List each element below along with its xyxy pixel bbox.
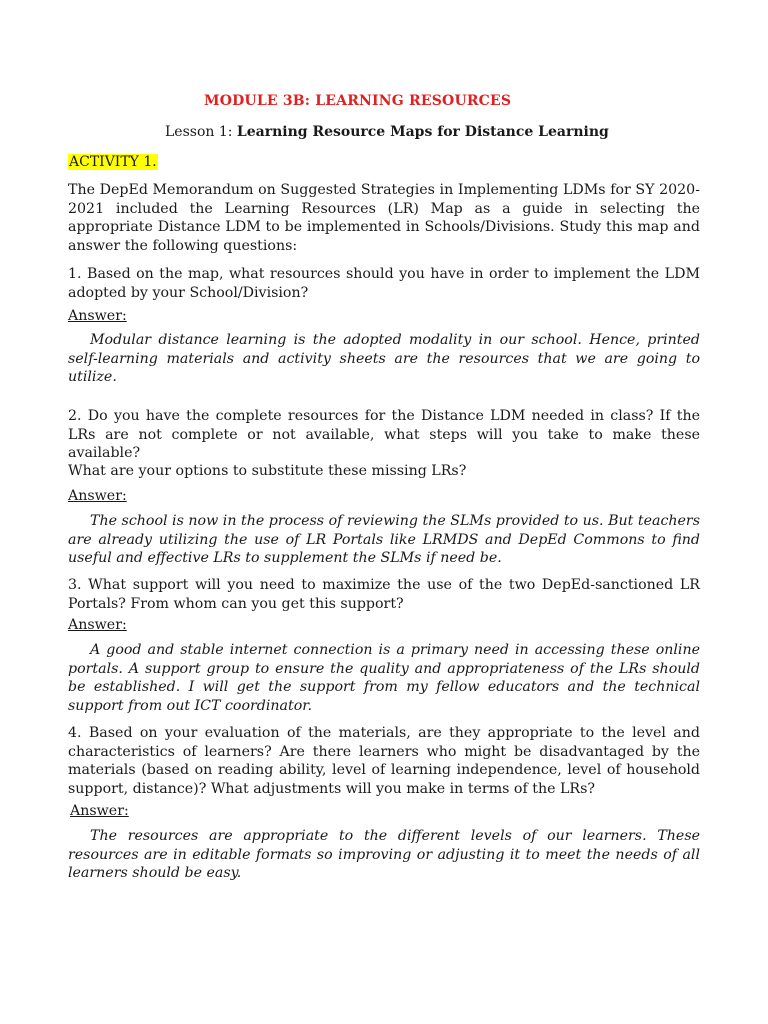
- intro-paragraph: The DepEd Memorandum on Suggested Strategies in Implementing LDMs for SY 2020-2021 included the Learning Resources (LR) Map as a guide in selecting the appropriate Distance LDM to be implemented in Schools/Divisions. Study this map and answer the following questions:: [68, 182, 700, 254]
- answer-label-4: Answer:: [70, 803, 129, 819]
- answer-3: A good and stable internet connection is a primary need in accessing these online portals. A support group to ensure the quality and appropriateness of the LRs should be established. I will get the support from my fellow educators and the technical support from out ICT coordinator.: [68, 642, 700, 714]
- answer-label-3: Answer:: [68, 617, 127, 633]
- question-4: 4. Based on your evaluation of the materials, are they appropriate to the level and characteristics of learners? Are there learners who might be disadvantaged by the materials (based on reading ability, level of learning independence, level of household support, distance)? What adjustments will you make in terms of the LRs?: [68, 725, 700, 797]
- answer-label-1: Answer:: [68, 308, 127, 324]
- answer-2: The school is now in the process of reviewing the SLMs provided to us. But teachers are already utilizing the use of LR Portals like LRMDS and DepEd Commons to find useful and effective LRs to supplement the SLMs if need be.: [68, 513, 700, 566]
- module-title: MODULE 3B: LEARNING RESOURCES: [204, 93, 512, 109]
- lesson-title: Learning Resource Maps for Distance Learning: [236, 124, 609, 140]
- question-3: 3. What support will you need to maximize the use of the two DepEd-sanctioned LR Portals? From whom can you get this support?: [68, 577, 700, 612]
- question-1: 1. Based on the map, what resources should you have in order to implement the LDM adopted by your School/Division?: [68, 266, 700, 301]
- lesson-heading: [165, 124, 609, 140]
- question-2: 2. Do you have the complete resources for the Distance LDM needed in class? If the LRs are not complete or not available, what steps will you take to make these available?: [68, 408, 700, 461]
- activity-label: ACTIVITY 1.: [69, 154, 157, 170]
- lesson-prefix: Lesson 1:: [165, 124, 237, 140]
- answer-label-2: Answer:: [68, 488, 127, 504]
- question-2-extra: What are your options to substitute these missing LRs?: [68, 463, 467, 479]
- answer-1: Modular distance learning is the adopted modality in our school. Hence, printed self-learning materials and activity sheets are the resources that we are going to utilize.: [68, 332, 700, 385]
- answer-4: The resources are appropriate to the different levels of our learners. These resources are in editable formats so improving or adjusting it to meet the needs of all learners should be easy.: [68, 828, 700, 881]
